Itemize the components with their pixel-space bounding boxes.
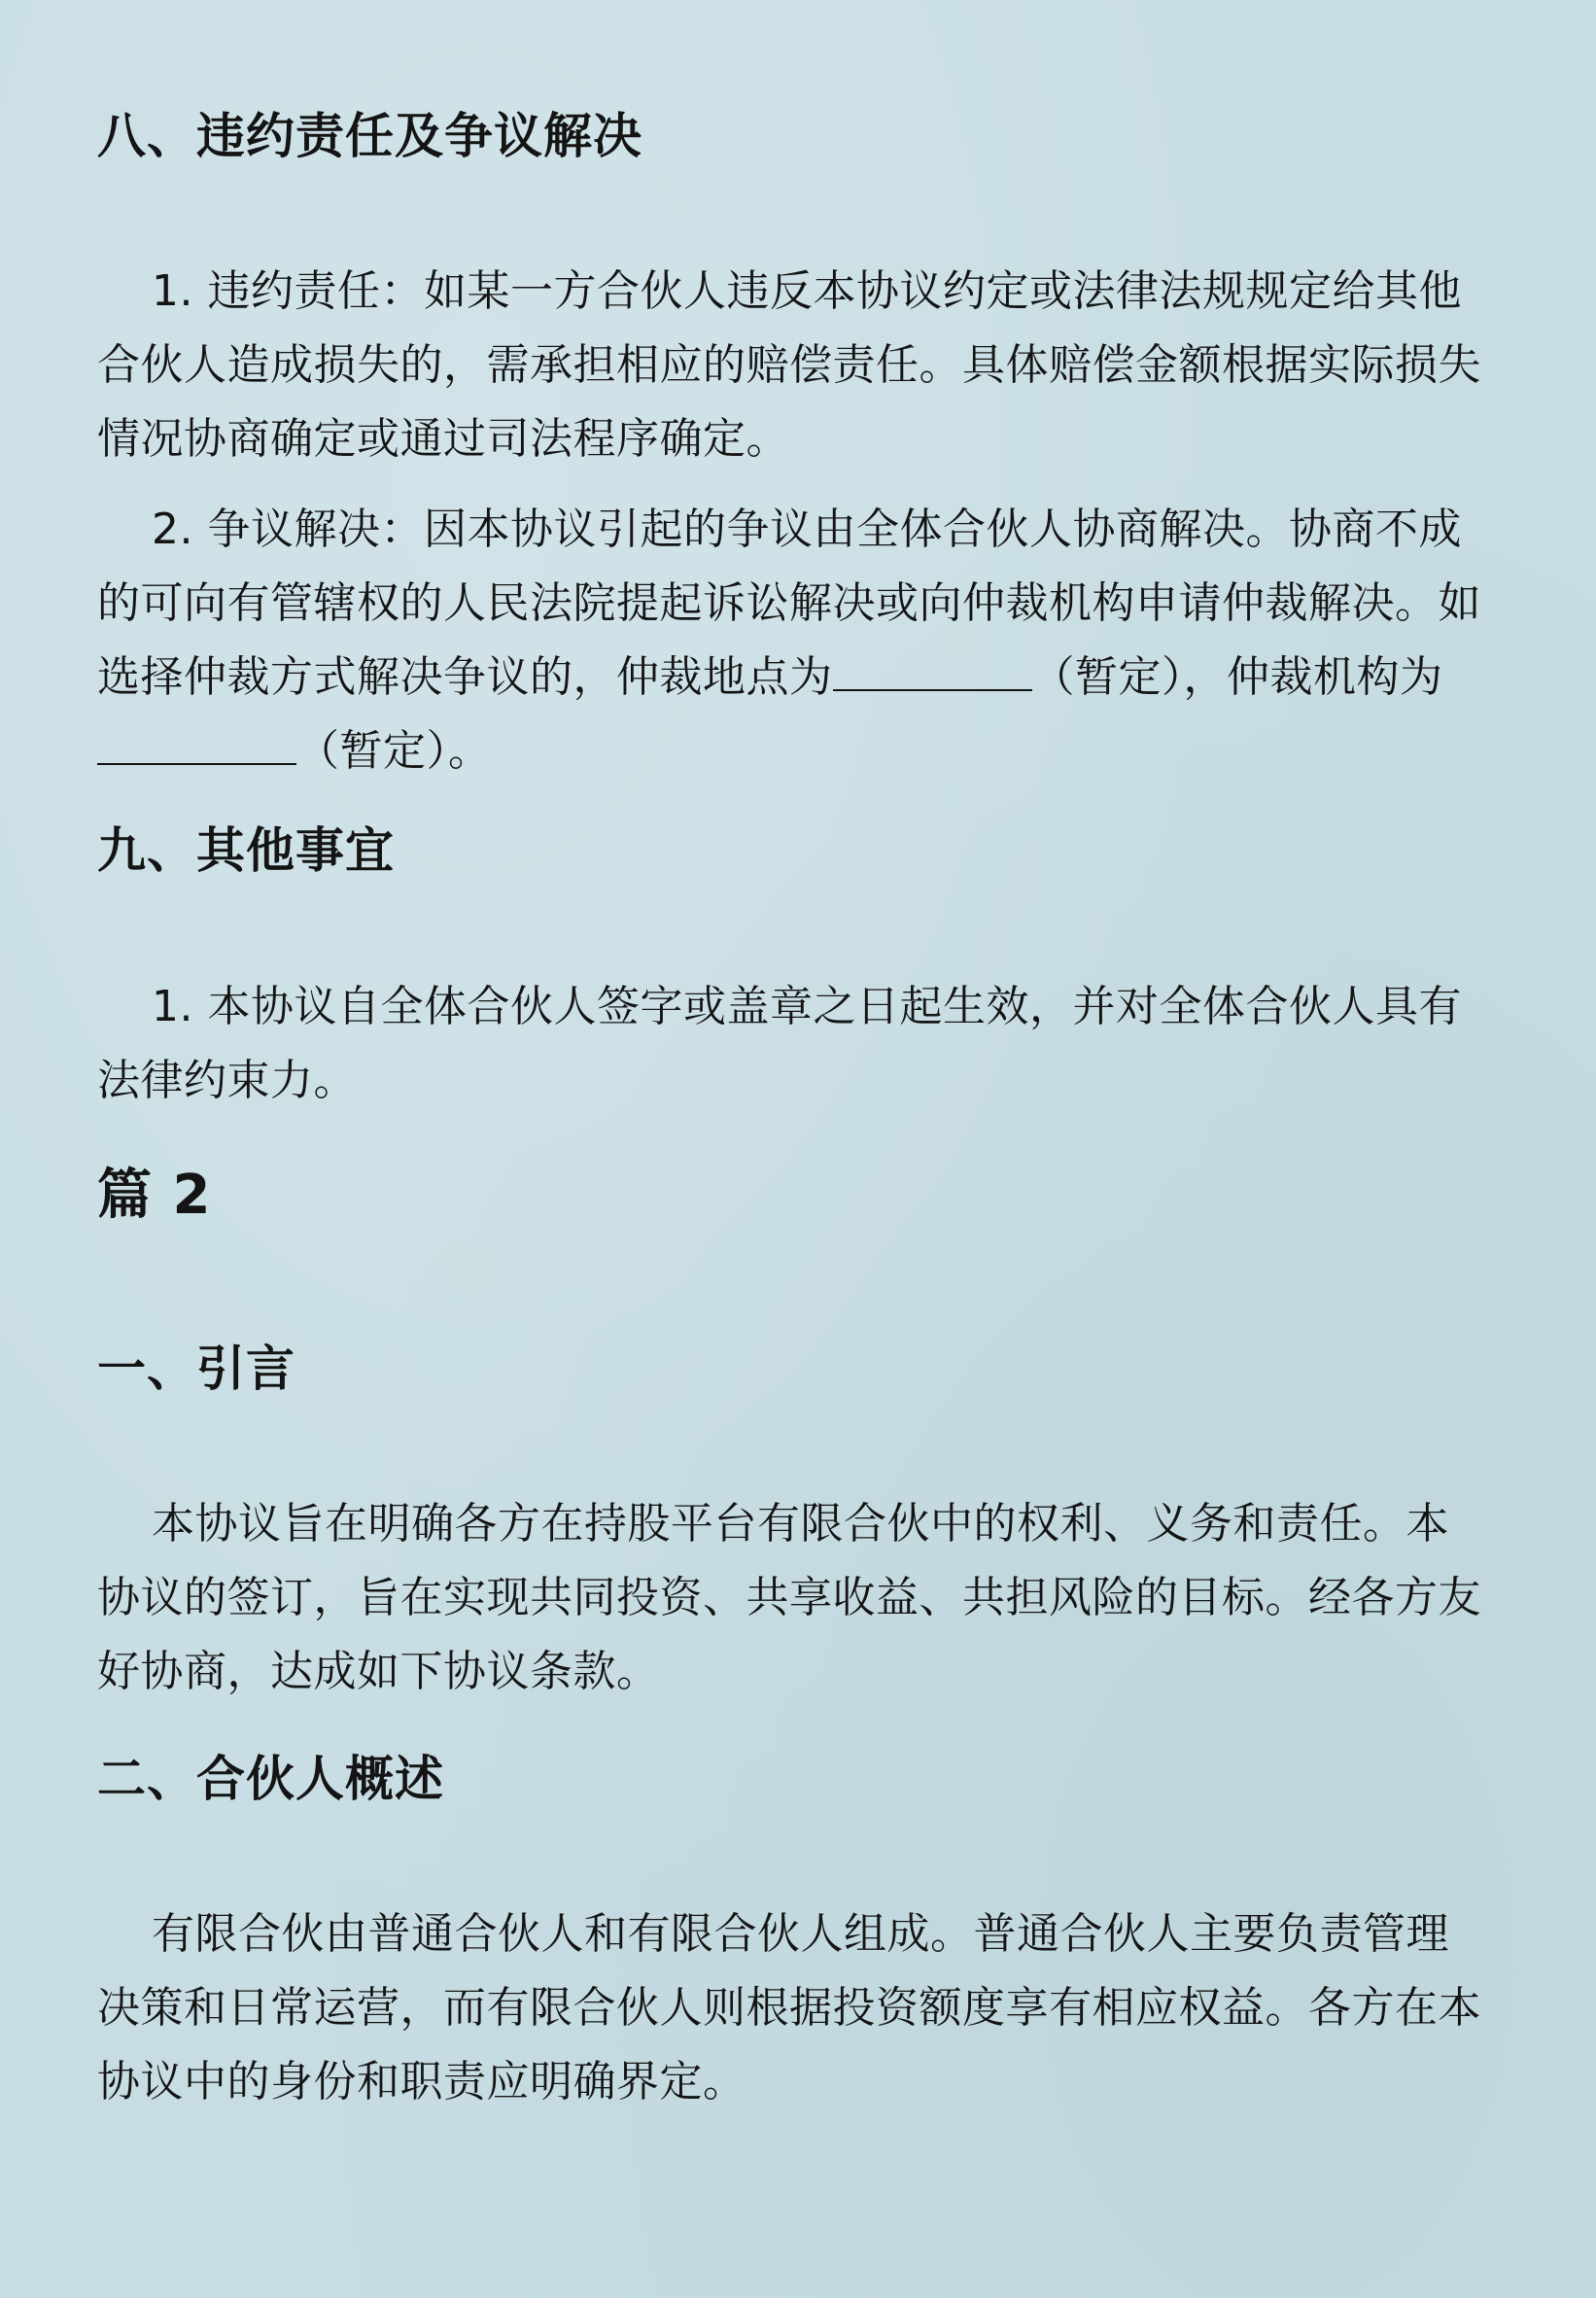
dispute-text-part3: （暂定）。: [296, 726, 492, 776]
part-title: 篇 2: [97, 1164, 212, 1227]
part2-partners-text: 有限合伙由普通合伙人和有限合伙人组成。普通合伙人主要负责管理决策和日常运营，而有限合伙人则根据投资额度享有相应权益。各方在本协议中的身份和职责应明确界定。: [97, 1909, 1481, 2106]
arbitration-location-blank: [833, 646, 1032, 691]
dispute-text-part1: 2. 争议解决：因本协议引起的争议由全体合伙人协商解决。协商不成的可向有管辖权的人民法院提起诉讼解决或向仲裁机构申请仲裁解决。如选择仲裁方式解决争议的，仲裁地点为: [97, 505, 1481, 702]
part2-introduction-text: 本协议旨在明确各方在持股平台有限合伙中的权利、义务和责任。本协议的签订，旨在实现共同投资、共享收益、共担风险的目标。经各方友好协商，达成如下协议条款。: [97, 1499, 1481, 1696]
clause-breach-liability: 1. 违约责任：如某一方合伙人违反本协议约定或法律法规规定给其他合伙人造成损失的，需承担相应的赔偿责任。具体赔偿金额根据实际损失情况协商确定或通过司法程序确定。: [97, 266, 1481, 464]
section-heading-9: 九、其他事宜: [97, 822, 395, 879]
part2-heading-partners: 二、合伙人概述: [97, 1751, 444, 1807]
clause-dispute-resolution: [97, 493, 1487, 788]
arbitration-institution-blank: [97, 720, 296, 765]
dispute-text-part2: （暂定），仲裁机构为: [1031, 652, 1443, 702]
part2-heading-introduction: 一、引言: [97, 1340, 295, 1397]
section-heading-8: 八、违约责任及争议解决: [97, 108, 642, 164]
clause-effectiveness: 1. 本协议自全体合伙人签字或盖章之日起生效，并对全体合伙人具有法律约束力。: [97, 982, 1462, 1105]
